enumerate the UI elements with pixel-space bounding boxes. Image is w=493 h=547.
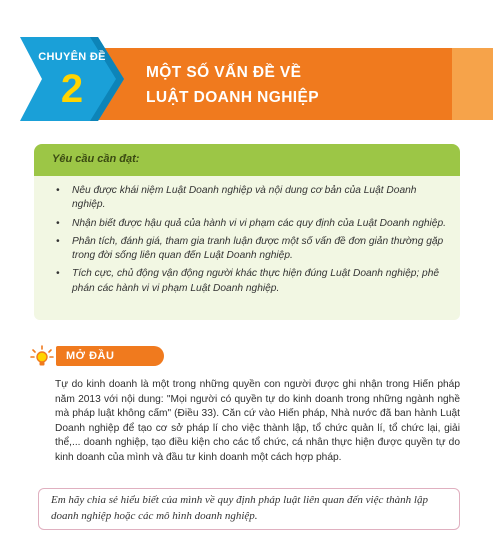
list-item: • Tích cực, chủ động vận động người khác thực hiện đúng Luật Doanh nghiệp; phê phán các hành vi vi phạm Luật Doanh nghiệp. xyxy=(56,268,440,294)
learning-goals-header xyxy=(34,144,460,176)
intro-label: MỞ ĐẦU xyxy=(66,350,115,362)
list-item: • Phân tích, đánh giá, tham gia tranh luận được một số vấn đề đơn giản thường gặp trong đời sống liên quan đến Luật Doanh nghiệp. xyxy=(56,235,444,262)
lightbulb-icon xyxy=(30,345,54,369)
bullet-icon: • xyxy=(56,268,60,280)
chapter-title xyxy=(146,60,319,110)
learning-goals-list xyxy=(54,184,448,296)
learning-goals-box xyxy=(34,144,460,320)
badge-number: 2 xyxy=(60,67,84,111)
chapter-title-line-1: MỘT SỐ VẤN ĐỀ VỀ xyxy=(146,64,302,81)
title-band-tail xyxy=(452,48,493,120)
list-item: • Nêu được khái niệm Luật Doanh nghiệp và nội dung cơ bản của Luật Doanh nghiệp. xyxy=(56,185,417,211)
bullet-icon: • xyxy=(56,217,60,229)
intro-section-label xyxy=(30,345,164,367)
task-text: Em hãy chia sẻ hiểu biết của mình về quy định pháp luật liên quan đến việc thành lập doanh nghiệp hoặc các mô hình doanh nghiệp. xyxy=(51,494,428,522)
task-box xyxy=(38,488,460,530)
chapter-header xyxy=(0,0,493,128)
intro-paragraph: Tự do kinh doanh là một trong những quyền con người được ghi nhận trong Hiến pháp năm 2013 với nội dung: "Mọi người có quyền tự do kinh doanh trong những ngành nghề mà pháp luật không cấm" (Điều 33). Căn cứ vào Hiến pháp, Nhà nước đã ban hành Luật Doanh nghiệp để tạo cơ sở pháp lí cho việc thành lập, tổ chức quản lí, tổ chức lại, giải thể,... doanh nghiệp, tạo điều kiện cho các tổ chức, cá nhân thực hiện được quyền tự do kinh doanh của mình và đầu tư kinh doanh một cách hợp pháp. xyxy=(55,379,460,463)
bullet-icon: • xyxy=(56,185,60,196)
chapter-title-line-2: LUẬT DOANH NGHIỆP xyxy=(146,89,319,106)
bullet-icon: • xyxy=(56,235,60,247)
badge-label: CHUYÊN ĐỀ xyxy=(38,51,106,63)
learning-goals-heading: Yêu cầu cần đạt: xyxy=(52,153,140,165)
learning-goals-body xyxy=(34,176,460,320)
chapter-badge xyxy=(20,37,120,119)
list-item: • Nhận biết được hậu quả của hành vi vi phạm các quy định của Luật Doanh nghiệp. xyxy=(54,217,448,231)
